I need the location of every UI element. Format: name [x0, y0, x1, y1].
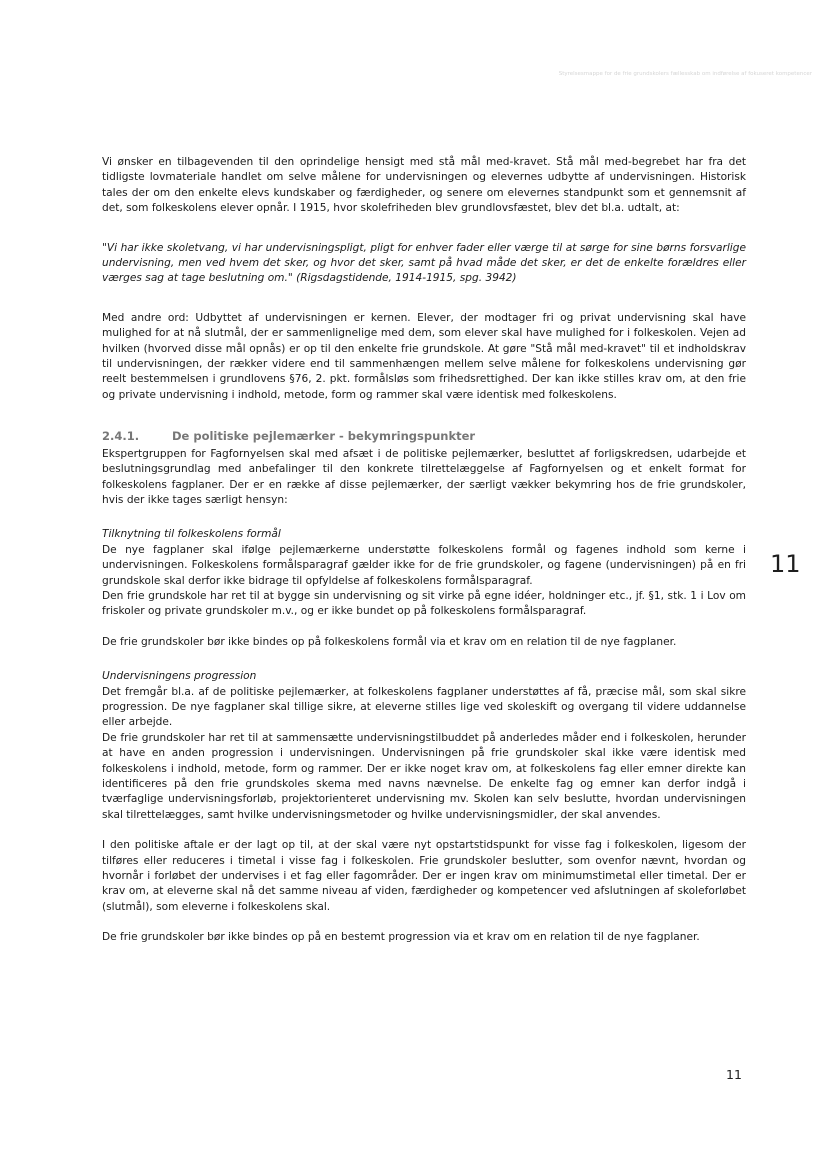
paragraph-udbytte: Med andre ord: Udbyttet af undervisningen er kernen. Elever, der modtager fri og privat undervisning skal have mulighed for at nå slutmål, der er sammenlignelige med dem, som elever skal have mulighed for i folkeskolen. Vejen ad hvilken (hvorved disse mål opnås) er op til den enkelte frie grundskole. At gøre "Stå mål med-kravet" til et indholdskrav til undervisningen, der rækker videre end til sammenhængen mellem selve målene for folkeskolens undervisning gør reelt bestemmelsen i grundlovens §76, 2. pkt. formålsløs som frihedsrettighed. Der kan ikke stilles krav om, at den frie og private undervisning i indhold, metode, form og rammer skal være identisk med folkeskolens. [102, 311, 746, 401]
subheading-progression: Undervisningens progression [102, 670, 257, 683]
section-number: 2.4.1. [102, 429, 140, 444]
intro-paragraph: Vi ønsker en tilbagevenden til den oprindelige hensigt med stå mål med-kravet. Stå mål med-begrebet har fra det tidligste lovmateriale handlet om selve målene for undervisningen og elevernes udbytte af undervisningen. Historisk tales der om den enkelte elevs kundskaber og færdigheder, og senere om elevernes standpunkt som et gennemsnit af det, som folkeskolens elever opnår. I 1915, hvor skolefriheden blev grundlovsfæstet, blev det bl.a. udtalt, at: [102, 156, 746, 215]
formaal-paragraph-2: Den frie grundskole har ret til at bygge sin undervisning og sit virke på egne idéer, holdninger etc., jf. §1, stk. 1 i Lov om friskoler og private grundskoler m.v., og er ikke bundet op på folkeskolens formålsparagraf. [102, 589, 746, 618]
section-heading [102, 429, 746, 444]
formaal-conclusion: De frie grundskoler bør ikke bindes op på folkeskolens formål via et krav om en relation til de nye fagplaner. [102, 635, 677, 648]
progression-paragraph-2: De frie grundskoler har ret til at sammensætte undervisningstilbuddet på anderledes måder end i folkeskolen, herunder at have en anden progression i undervisningen. Undervisningen på frie grundskoler skal ikke være identisk med folkeskolens i indhold, metode, form og rammer. Der er ikke noget krav om, at folkeskolens fag eller emner direkte kan identificeres på den frie grundskoles skema med navns nævnelse. De enkelte fag og emner kan derfor indgå i tværfaglige undervisningsforløb, projektorienteret undervisning mv. Skolen kan selv beslutte, hvordan undervisningen skal tilrettelægges, samt hvilke undervisningsmetoder og hvilke undervisningsmidler, der skal anvendes. [102, 731, 746, 821]
side-page-number: 11 [770, 550, 801, 578]
subheading-formaal: Tilknytning til folkeskolens formål [102, 528, 281, 541]
formaal-paragraph-1: De nye fagplaner skal ifølge pejlemærkerne understøtte folkeskolens formål og fagenes indhold som kerne i undervisningen. Folkeskolens formålsparagraf gælder ikke for de frie grundskoler, og fagene (undervisningen) på en fri grundskole skal derfor ikke bidrage til opfyldelse af folkeskolens formålsparagraf. [102, 543, 746, 587]
section-title: De politiske pejlemærker - bekymringspunkter [172, 429, 476, 444]
page-body [102, 155, 746, 946]
quote-paragraph: "Vi har ikke skoletvang, vi har undervisningspligt, pligt for enhver fader eller værge til at sørge for sine børns forsvarlige undervisning, men ved hvem det sker, og hvor det sker, samt på hvad måde det sker, er det de enkelte forældres eller værges sag at tage beslutning om." (Rigsdagstidende, 1914-1915, spg. 3942) [102, 241, 746, 285]
header-watermark: Styrelsesmappe for de frie grundskolers fællesskab om indførelse af fokuseret kompetencer [558, 71, 812, 77]
progression-paragraph-1: Det fremgår bl.a. af de politiske pejlemærker, at folkeskolens fagplaner understøttes af få, præcise mål, som skal sikre progression. De nye fagplaner skal tillige sikre, at eleverne stilles lige ved skoleskift og overgang til videre uddannelse eller arbejde. [102, 685, 746, 729]
footer-page-number: 11 [726, 1067, 742, 1082]
section-intro: Ekspertgruppen for Fagfornyelsen skal med afsæt i de politiske pejlemærker, besluttet af forligskredsen, udarbejde et beslutningsgrundlag med anbefalinger til den konkrete tilrettelæggelse af Fagfornyelsen og et enkelt format for folkeskolens fagplaner. Der er en række af disse pejlemærker, der særligt vækker bekymring hos de frie grundskoler, hvis der ikke tages særligt hensyn: [102, 447, 746, 506]
progression-paragraph-3: I den politiske aftale er der lagt op til, at der skal være nyt opstartstidspunkt for visse fag i folkeskolen, ligesom der tilføres eller reduceres i timetal i visse fag i folkeskolen. Frie grundskoler beslutter, som ovenfor nævnt, hvordan og hvornår i forløbet der undervises i et fag eller fagområder. Der er ingen krav om minimumstimetal eller timetal. Der er krav om, at eleverne skal nå det samme niveau af viden, færdigheder og kompetencer ved afslutningen af skoleforløbet (slutmål), som eleverne i folkeskolens skal. [102, 839, 746, 913]
progression-conclusion: De frie grundskoler bør ikke bindes op på en bestemt progression via et krav om en relation til de nye fagplaner. [102, 931, 700, 944]
